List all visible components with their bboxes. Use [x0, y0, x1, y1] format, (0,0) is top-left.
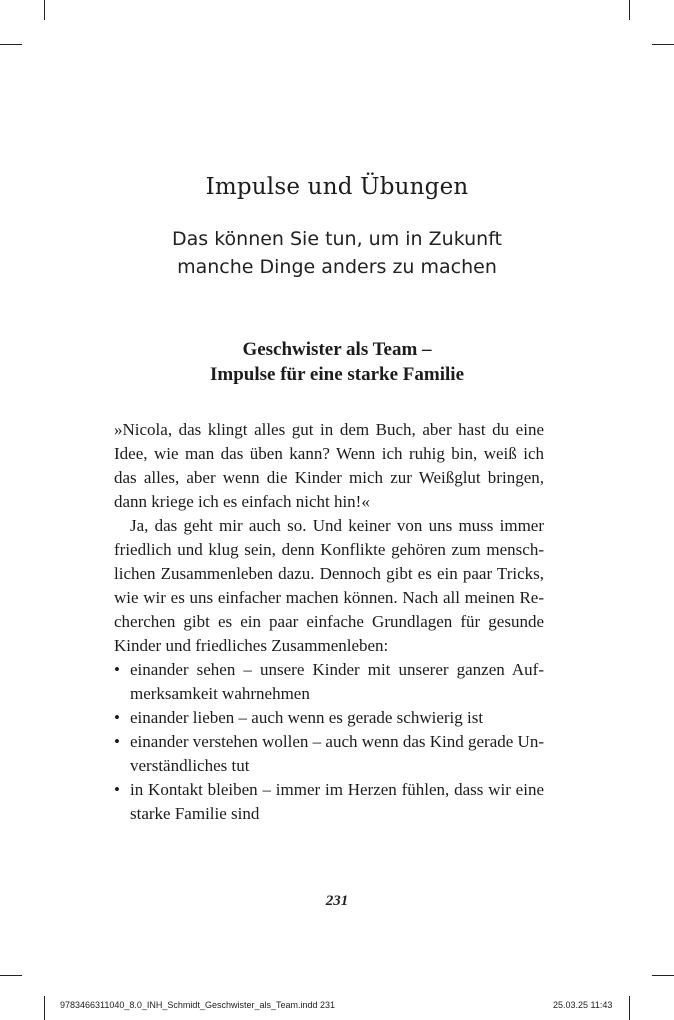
bullet-symbol: • [114, 708, 120, 727]
page-number: 231 [325, 893, 349, 909]
footer-timestamp: 25.03.25 11:43 [553, 1000, 613, 1010]
bullet-line: einander sehen – unsere Kinder mit unserer ganzen Auf- [130, 660, 544, 679]
body-line: Idee, wie man das üben kann? Wenn ich ruhig bin, weiß ich [114, 444, 544, 463]
chapter-subtitle-line-1: Das können Sie tun, um in Zukunft [171, 228, 502, 250]
bullet-line: merksamkeit wahrnehmen [130, 684, 310, 703]
crop-mark-bottom-left [44, 996, 45, 1020]
bullet-line: einander verstehen wollen – auch wenn das Kind gerade Un- [130, 732, 544, 751]
body-line: das alles, aber wenn die Kinder mich zur Weißglut bringen, [114, 468, 544, 487]
bullet-symbol: • [114, 660, 120, 679]
body-line: wie wir es uns einfacher machen können. Nach all meinen Re- [114, 588, 544, 607]
body-line: cherchen gibt es ein paar einfache Grundlagen für gesunde [114, 612, 544, 631]
crop-mark-right-top [652, 44, 674, 45]
body-line: dann kriege ich es einfach nicht hin!« [114, 492, 370, 511]
body-line: friedlich und klug sein, denn Konflikte gehören zum mensch- [114, 540, 544, 559]
section-title-line-1: Geschwister als Team – [242, 339, 432, 360]
chapter-title: Impulse und Übungen [205, 174, 469, 200]
body-line: »Nicola, das klingt alles gut in dem Buch, aber hast du eine [114, 420, 544, 439]
bullet-symbol: • [114, 780, 120, 799]
body-line: Ja, das geht mir auch so. Und keiner von uns muss immer [130, 516, 544, 535]
body-line: Kinder und friedliches Zusammenleben: [114, 636, 389, 655]
crop-mark-top-left [44, 0, 45, 20]
chapter-subtitle-line-2: manche Dinge anders zu machen [177, 256, 497, 278]
crop-mark-left-top [0, 44, 22, 45]
bullet-symbol: • [114, 732, 120, 751]
crop-mark-top-right [629, 0, 630, 20]
crop-mark-left-bottom [0, 975, 22, 976]
crop-mark-bottom-right [629, 996, 630, 1020]
bullet-line: verständliches tut [130, 756, 250, 775]
bullet-line: in Kontakt bleiben – immer im Herzen fühlen, dass wir eine [130, 780, 544, 799]
crop-mark-right-bottom [652, 975, 674, 976]
bullet-line: starke Familie sind [130, 804, 260, 823]
body-line: lichen Zusammenleben dazu. Dennoch gibt es ein paar Tricks, [114, 564, 544, 583]
footer-file-info: 9783466311040_8.0_INH_Schmidt_Geschwister_als_Team.indd 231 [60, 1000, 336, 1010]
bullet-line: einander lieben – auch wenn es gerade schwierig ist [130, 708, 484, 727]
section-title-line-2: Impulse für eine starke Familie [209, 364, 464, 385]
